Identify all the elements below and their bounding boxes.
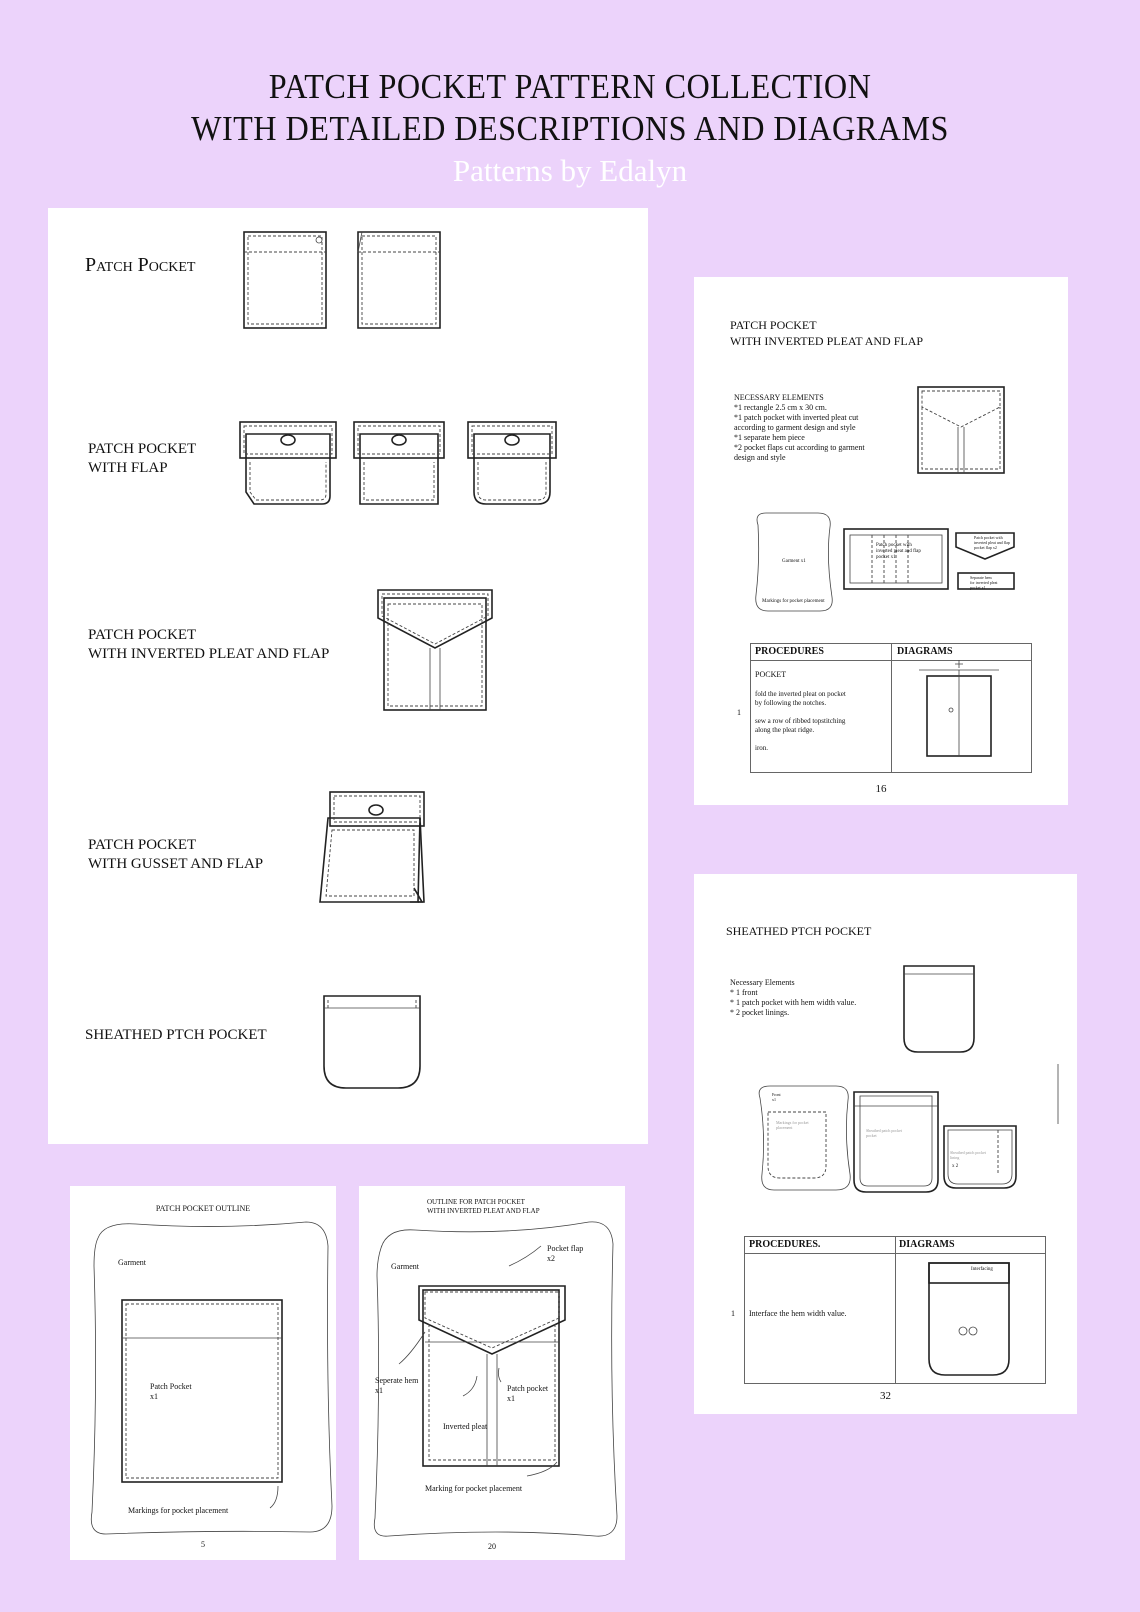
page32-col-diagrams: DIAGRAMS [899, 1239, 955, 1250]
patch-pocket-drawing-1 [244, 232, 326, 328]
page32-procedure-table [731, 1236, 1046, 1384]
page20-pocket: Patch pocket x1 [507, 1384, 549, 1403]
page32-piece-lining: Sheathed patch pocket lining [950, 1150, 986, 1160]
page32-pocket-drawing [904, 966, 1058, 1124]
page20-drawing [359, 1186, 625, 1560]
page16-step-number: 1 [737, 708, 741, 717]
page32-title: SHEATHED PTCH POCKET [726, 924, 872, 938]
collection-title-line1: PATCH POCKET PATTERN COLLECTION [268, 67, 872, 106]
page16-procedure-table [737, 643, 1032, 773]
gusset-pocket-drawing [320, 792, 424, 902]
page16-piece-flap: Patch pocket with inverted pleat and flap pocket flap x2 [974, 535, 1010, 550]
pocket-drawings [48, 208, 648, 1144]
page32-pocket-piece [854, 1092, 938, 1192]
page20-page-number: 20 [488, 1542, 496, 1551]
label-sheathed-pocket: SHEATHED PTCH POCKET [85, 1027, 267, 1043]
flap-pocket-drawing-1 [240, 422, 336, 504]
flap-pocket-drawing-2 [354, 422, 444, 504]
page32-elements: Necessary Elements * 1 front * 1 patch pocket with hem width value. * 2 pocket linings. [730, 978, 857, 1017]
page32-step-diagram [895, 1253, 1045, 1383]
page20-marking: Marking for pocket placement [425, 1484, 523, 1493]
inverted-pleat-pocket-drawing [378, 590, 492, 710]
collection-subtitle: Patterns by Edalyn [452, 153, 688, 188]
page32-step-number: 1 [731, 1309, 735, 1318]
label-inverted-pleat: PATCH POCKET WITH INVERTED PLEAT AND FLAP [88, 627, 330, 662]
page16-piece-markings: Markings for pocket placement [762, 599, 825, 604]
page20-pleat: Inverted pleat [443, 1422, 488, 1431]
page32-page-number: 32 [880, 1390, 891, 1402]
page-20 [359, 1186, 625, 1560]
collection-title-line2: WITH DETAILED DESCRIPTIONS AND DIAGRAMS [191, 109, 949, 148]
page32-step-text: Interface the hem width value. [749, 1309, 847, 1318]
page16-piece-hem: Separate hem for inverted pleat pocket x1 [970, 575, 998, 590]
label-patch-pocket-flap: PATCH POCKET WITH FLAP [88, 441, 197, 476]
page16-piece-garment: Garment x1 [782, 559, 806, 564]
label-gusset-flap: PATCH POCKET WITH GUSSET AND FLAP [88, 837, 264, 872]
page-32 [694, 874, 1077, 1414]
page5-garment: Garment [118, 1258, 146, 1267]
page16-col-procedures: PROCEDURES [755, 646, 824, 657]
page20-garment: Garment [391, 1262, 419, 1271]
page32-diagram-label: Interfacing [971, 1267, 993, 1272]
page16-elements: NECESSARY ELEMENTS *1 rectangle 2.5 cm x 30 cm. *1 patch pocket with inverted pleat cut according to garment design and style *1 separate hem piece *2 pocket flaps cut according to garment design and style [734, 393, 865, 462]
page16-step-title: POCKET [755, 670, 787, 679]
page32-piece-front: Front x1 [772, 1092, 781, 1102]
page5-drawing [70, 1186, 336, 1560]
page20-flap: Pocket flap x2 [547, 1244, 584, 1263]
page32-piece-lining-count: x 2 [952, 1164, 959, 1169]
flap-pocket-drawing-3 [468, 422, 556, 504]
page16-step-text: fold the inverted pleat on pocket by following the notches. sew a row of ribbed topstitching along the pleat ridge. iron. [755, 690, 846, 752]
page5-markings: Markings for pocket placement [128, 1506, 229, 1515]
page-5 [70, 1186, 336, 1560]
page32-col-procedures: PROCEDURES. [749, 1239, 821, 1250]
page16-page-number: 16 [875, 783, 887, 795]
page16-piece-pocket: Patch pocket with inverted pleat and flap pocket x1 [876, 543, 921, 560]
page5-pocket: Patch Pocket x1 [150, 1382, 192, 1401]
page32-piece-pocket: Sheathed patch pocket pocket [866, 1128, 902, 1138]
page16-pocket-drawing [918, 387, 1004, 473]
page-16 [694, 277, 1068, 805]
page16-title: PATCH POCKET WITH INVERTED PLEAT AND FLAP [730, 318, 924, 348]
page32-piece-front-text: Markings for pocket placement [776, 1120, 809, 1130]
main-pattern-page [48, 208, 648, 1144]
page5-page-number: 5 [201, 1540, 205, 1549]
page16-step-diagram [891, 660, 1031, 772]
page16-col-diagrams: DIAGRAMS [897, 646, 953, 657]
page20-hem: Seperate hem x1 [375, 1376, 419, 1395]
page5-title: PATCH POCKET OUTLINE [155, 1204, 251, 1213]
page20-title: OUTLINE FOR PATCH POCKET WITH INVERTED PLEAT AND FLAP [427, 1198, 540, 1215]
patch-pocket-drawing-2 [358, 232, 440, 328]
label-patch-pocket: Patch Pocket [85, 254, 196, 276]
sheathed-pocket-drawing [324, 996, 420, 1088]
